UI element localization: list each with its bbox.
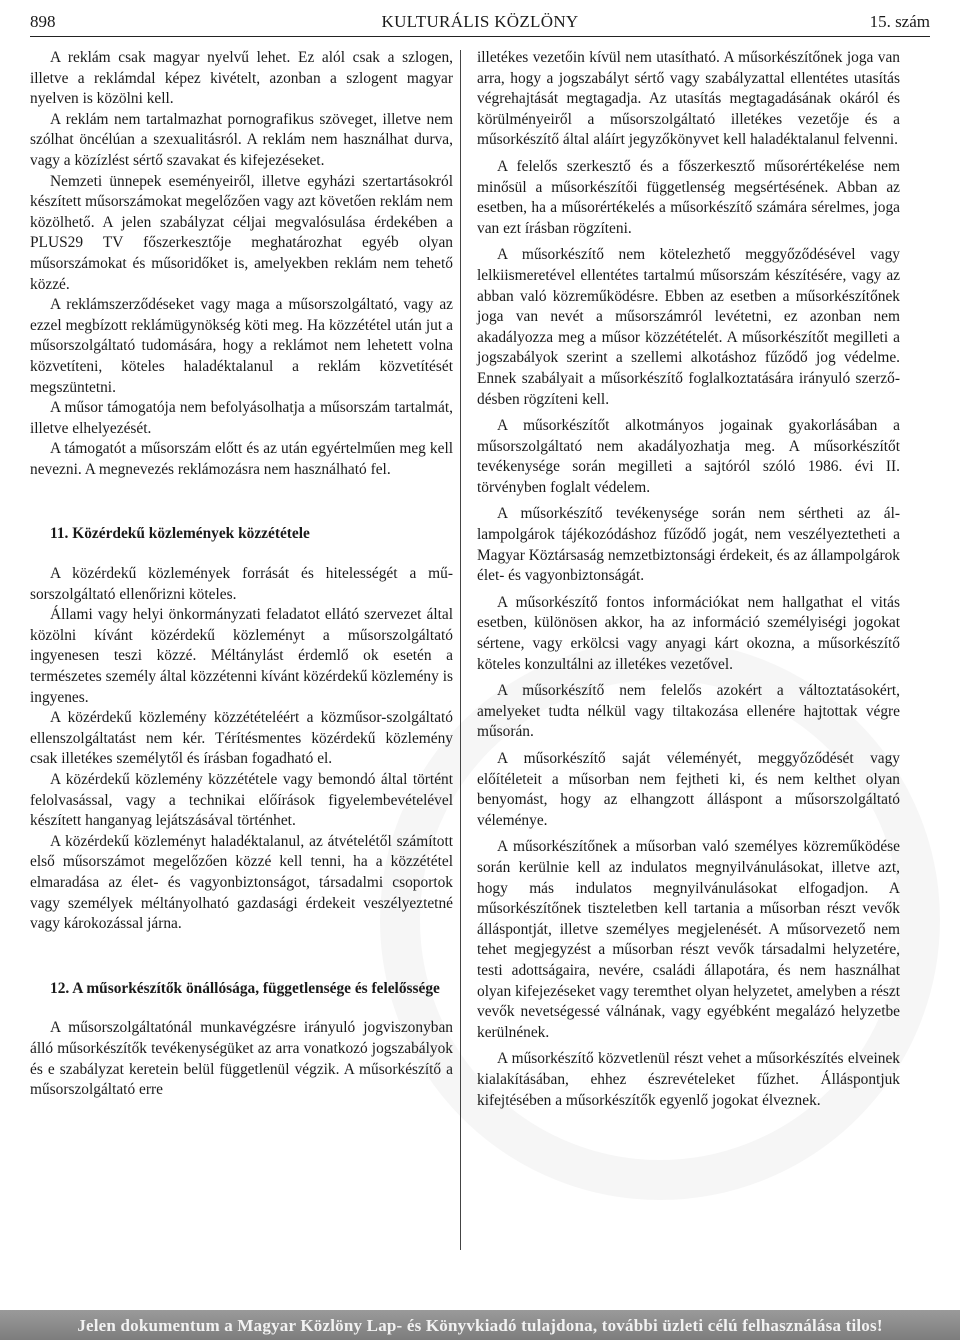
paragraph: A műsorkészítő nem felelős azokért a változtatásokért, amelyeket tudta nélkül vagy tiltakozása ellenére hajtottak végre műsorán.	[477, 682, 900, 741]
right-column	[477, 48, 900, 1111]
copyright-watermark-banner	[0, 1310, 960, 1340]
paragraph: A műsorkészítőnek a műsorban való személyes közreműködése során kerülnie kell az indulatos megnyilvánulásokat, illetve azt, hogy más indulatos megnyilvánulásokat elfogadjon. A műsorkészítőnek tiszteletben kell tartania a műsorban részt vevők álláspontját, illetve személyes megjelenését. A műsorvezető nem tehet megjegyzést a műsorban részt vevők társadalmi helyzetére, testi adottságaira, nevére, családi állapotára, és nem használhat olyan kifejezéseket vagy teremthet olyan helyzetet, amelyben a részt vevők nevetségessé válnának, vagy egyébként megalázó helyzetbe kerülnének.	[477, 838, 900, 1041]
paragraph: A felelős szerkesztő és a főszerkesztő műsorértékelése nem minősül a műsorkészítői függetlenség megsértésének. Abban az esetben, ha a műsorértékelés a műsorkészítő számára sérelmes, joga van ezt írásban rögzíteni.	[477, 157, 900, 237]
journal-title: KULTURÁLIS KÖZLÖNY	[381, 12, 579, 31]
paragraph: A reklám nem tartalmazhat pornografikus szöveget, illetve nem szólhat öncélúan a szexualitásról. A reklám nem használhat durva, vagy a közízlést sértő szavakat és kifejezéseket.	[30, 110, 453, 169]
paragraph-continued: illetékes vezetőin kívül nem utasítható. A műsorkészítőnek joga van arra, hogy a jogszabályt sértő vagy szabályzattal ellentétes utasítás végrehajtását megtagadja. Az utasítás megtagadásának okáról és körülményeiről a műsorszolgáltató illetékes vezetője és a műsorkészítő által aláírt jegyzőkönyvet kell haladéktalanul felvenni.	[477, 49, 900, 149]
section-spacer	[30, 480, 453, 502]
section-heading-12: 12. A műsorkészítők önállósága, függetlensége és felelőssége	[50, 979, 440, 997]
heading-spacer	[30, 545, 453, 564]
watermark-text: Jelen dokumentum a Magyar Közlöny Lap- és Könyvkiadó tulajdona, további üzleti célú felhasználása tilos!	[77, 1316, 883, 1335]
paragraph: A műsorszolgáltatónál munkavégzésre irányuló jogviszonyban álló műsorkészítők tevékenységüket az arra vonatkozó jogszabályok és e szabályzat keretein belül függetlenül végzik. A műsorkészítő a műsorszolgáltató erre	[30, 1019, 453, 1099]
paragraph: A műsor támogatója nem befolyásolhatja a műsorszám tartalmát, illetve elhelyezését.	[30, 399, 453, 437]
section-spacer	[30, 502, 453, 524]
paragraph: A műsorkészítő fontos információkat nem hallgathat el vitás esetben, különösen akkor, ha az információ személyiségi jogokat sértene, vagy erkölcsi vagy anyagi kárt okozna, a műsorkészítő köteles konzultálni az illetékes vezetővel.	[477, 593, 900, 673]
paragraph: A műsorkészítő tevékenysége során nem sértheti az állampolgárok tájékozódáshoz fűződő jogát, nem veszélyeztetheti a Magyar Köztársaság nemzetbiztonsági érdekeit, és az állampolgárok élet- és vagyonbiztonságát.	[477, 505, 900, 585]
paragraph: A közérdekű közlemény közzétételéért a közműsor-szolgáltató ellenszolgáltatást nem kér. Térítésmentes közérdekű közlemény csak illetékes személytől és írásban fogadható el.	[30, 709, 453, 768]
paragraph: A műsorkészítőt alkotmányos jogainak gyakorlásában a műsorszolgáltató nem akadályozhatja meg. A műsorkészítőt tevékenysége során megilleti a sajtóról szóló 1986. évi II. törvényben foglalt védelem.	[477, 417, 900, 496]
column-divider	[460, 50, 461, 1250]
section-spacer	[30, 957, 453, 979]
paragraph: A műsorkészítő közvetlenül részt vehet a műsorkészítés elveinek kialakításában, ehhez észrevételeket fűzhet. Álláspontjuk kifejtésében a műsorkészítők egyenlő jogokat élveznek.	[477, 1050, 900, 1109]
heading-spacer	[30, 999, 453, 1018]
paragraph: A műsorkészítő saját véleményét, meggyőződését vagy előítéleteit a műsorban nem fejtheti ki, és nem kelthet olyan benyomást, hogy az elhangzott álláspont a műsorszolgáltató véleménye.	[477, 750, 900, 829]
paragraph: Nemzeti ünnepek eseményeiről, illetve egyházi szertartásokról készített műsorszámokat megelőzően vagy azt követően reklám nem közölhető. A jelen szabályzat céljai megvalósulása érdekében a PLUS29 TV főszerkesztője meghatározhat egyéb olyan műsorszámokat és műsoridőket is, amelyekben reklám nem tehető közzé.	[30, 172, 453, 293]
section-heading-11: 11. Közérdekű közlemények közzététele	[50, 525, 310, 543]
paragraph: A közérdekű közlemény közzététele vagy bemondó által történt felolvasással, vagy a technikai előírások figyelembevételével készített hanganyag lejátszásával történhet.	[30, 771, 453, 830]
page-number: 898	[30, 12, 56, 31]
paragraph: Állami vagy helyi önkormányzati feladatot ellátó szervezet által közölni kívánt közérdekű közleményt a műsorszolgáltató ingyenesen teszi közzé. Méltánylást érdemlő ok esetén a természetes személy által közzétenni kívánt közérdekű közlemény is ingyenes.	[30, 606, 453, 706]
paragraph: A reklámszerződéseket vagy maga a műsorszolgáltató, vagy az ezzel megbízott reklámügynökség köti meg. Ha közzététel után jut a műsorszolgáltató tudomására, hogy a reklámot nem lehetett volna közvetíteni, köteles haladéktalanul a reklám közvetítését megszüntetni.	[30, 296, 453, 396]
left-column	[30, 48, 453, 1101]
paragraph: A reklám csak magyar nyelvű lehet. Ez alól csak a szlogen, illetve a reklámdal képez kivételt, azonban a szlogent magyar nyelven is közölni kell.	[30, 49, 453, 108]
page-header	[30, 10, 930, 37]
section-spacer	[30, 935, 453, 957]
paragraph: A támogatót a műsorszám előtt és az után egyértelműen meg kell nevezni. A megnevezés reklámozásra nem használható fel.	[30, 440, 453, 478]
paragraph: A közérdekű közlemények forrását és hitelességét a műsorszolgáltató ellenőrizni köteles.	[30, 565, 453, 603]
paragraph: A közérdekű közleményt haladéktalanul, az átvételétől számított első műsorszámot megelőzően közzé kell tenni, ha a közzététel elmaradása az élet- és vagyonbiztonságot, társadalmi csoportok vagy személyek méltányolható gazdasági érdekeit veszélyeztetné vagy károkozással járna.	[30, 832, 453, 933]
issue-number: 15. szám	[869, 12, 930, 31]
paragraph: A műsorkészítő nem kötelezhető meggyőződésével vagy lelkiismeretével ellentétes tartalmú műsorszám készítésére, vagy az abban való közreműködésre. Ebben az esetben a műsorkészítőnek joga van nevét a műsorszámról levétetni, ez azonban nem akadályozza meg a műsor közzétételét. A műsorkészítőt megilleti a jogszabályok szerint a szellemi alkotáshoz fűződő jog védelme. Ennek szabályait a műsorkészítő foglalkoztatására irányuló szerződésben rögzíteni kell.	[477, 246, 900, 408]
